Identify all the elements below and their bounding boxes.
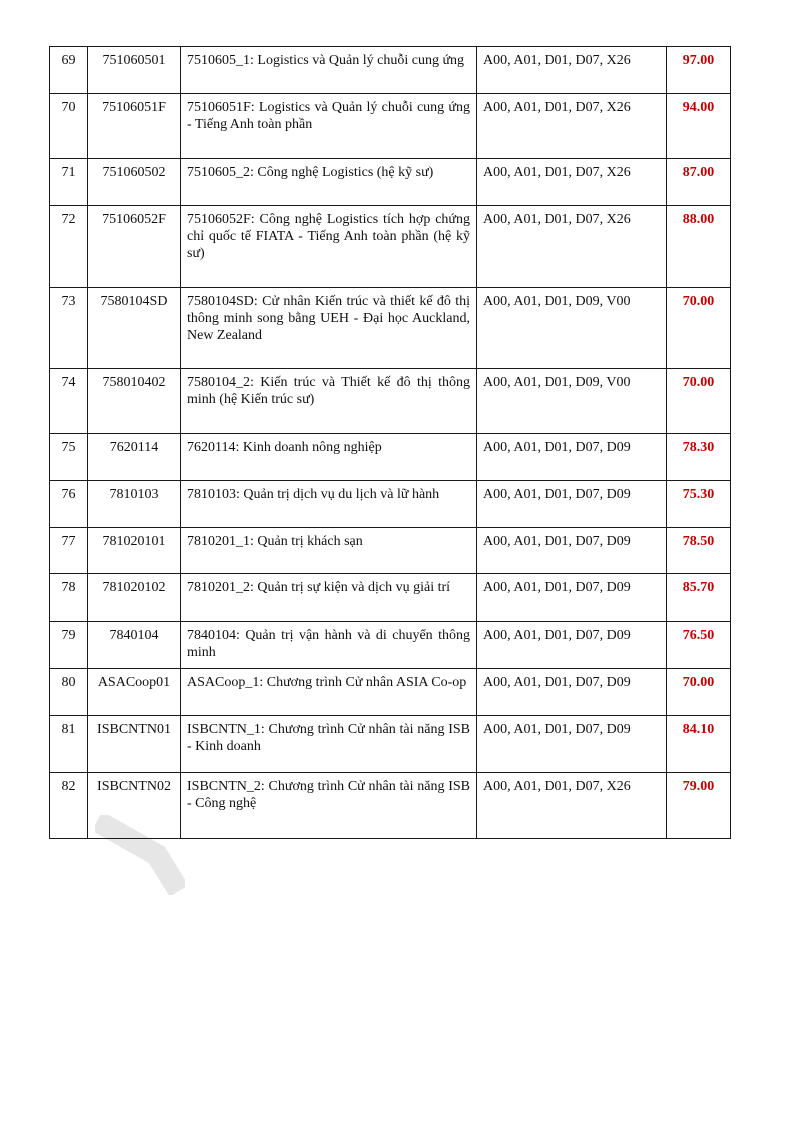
table-row <box>50 206 731 288</box>
subject-combinations: A00, A01, D01, D07, D09 <box>477 716 667 773</box>
table-row <box>50 669 731 716</box>
program-name: ISBCNTN_1: Chương trình Cử nhân tài năng ISB - Kinh doanh <box>181 716 477 773</box>
admission-score: 87.00 <box>667 159 731 206</box>
row-number: 69 <box>50 47 88 94</box>
table-row <box>50 47 731 94</box>
program-code: 781020102 <box>88 574 181 622</box>
row-number: 77 <box>50 528 88 574</box>
table-row <box>50 773 731 839</box>
subject-combinations: A00, A01, D01, D07, X26 <box>477 159 667 206</box>
subject-combinations: A00, A01, D01, D07, D09 <box>477 622 667 669</box>
table-row <box>50 434 731 481</box>
admission-score-table <box>49 46 731 839</box>
admission-score: 88.00 <box>667 206 731 288</box>
table-row <box>50 94 731 159</box>
subject-combinations: A00, A01, D01, D07, D09 <box>477 528 667 574</box>
program-name: 7510605_2: Công nghệ Logistics (hệ kỹ sư) <box>181 159 477 206</box>
program-name: ISBCNTN_2: Chương trình Cử nhân tài năng ISB - Công nghệ <box>181 773 477 839</box>
row-number: 75 <box>50 434 88 481</box>
admission-score: 70.00 <box>667 288 731 369</box>
row-number: 71 <box>50 159 88 206</box>
table-row <box>50 622 731 669</box>
program-name: 7810201_1: Quản trị khách sạn <box>181 528 477 574</box>
table-body <box>50 47 731 839</box>
row-number: 81 <box>50 716 88 773</box>
program-name: 7580104SD: Cử nhân Kiến trúc và thiết kế đô thị thông minh song bằng UEH - Đại học Auckland, New Zealand <box>181 288 477 369</box>
program-name: 7840104: Quản trị vận hành và di chuyển thông minh <box>181 622 477 669</box>
subject-combinations: A00, A01, D01, D07, D09 <box>477 481 667 528</box>
subject-combinations: A00, A01, D01, D07, X26 <box>477 773 667 839</box>
subject-combinations: A00, A01, D01, D07, X26 <box>477 206 667 288</box>
program-name: 7810201_2: Quản trị sự kiện và dịch vụ giải trí <box>181 574 477 622</box>
program-code: 7580104SD <box>88 288 181 369</box>
subject-combinations: A00, A01, D01, D07, D09 <box>477 434 667 481</box>
subject-combinations: A00, A01, D01, D07, X26 <box>477 94 667 159</box>
row-number: 74 <box>50 369 88 434</box>
admission-score: 70.00 <box>667 669 731 716</box>
admission-score: 70.00 <box>667 369 731 434</box>
row-number: 70 <box>50 94 88 159</box>
admission-score: 76.50 <box>667 622 731 669</box>
program-code: 75106052F <box>88 206 181 288</box>
table-row <box>50 481 731 528</box>
program-code: 751060501 <box>88 47 181 94</box>
admission-score: 78.30 <box>667 434 731 481</box>
admission-score: 84.10 <box>667 716 731 773</box>
program-name: 7580104_2: Kiến trúc và Thiết kế đô thị thông minh (hệ Kiến trúc sư) <box>181 369 477 434</box>
row-number: 79 <box>50 622 88 669</box>
row-number: 76 <box>50 481 88 528</box>
program-code: 758010402 <box>88 369 181 434</box>
table-row <box>50 159 731 206</box>
admission-score: 94.00 <box>667 94 731 159</box>
row-number: 73 <box>50 288 88 369</box>
row-number: 72 <box>50 206 88 288</box>
subject-combinations: A00, A01, D01, D07, X26 <box>477 47 667 94</box>
table-row <box>50 369 731 434</box>
admission-score: 78.50 <box>667 528 731 574</box>
program-code: 781020101 <box>88 528 181 574</box>
row-number: 78 <box>50 574 88 622</box>
subject-combinations: A00, A01, D01, D07, D09 <box>477 574 667 622</box>
program-name: 75106052F: Công nghệ Logistics tích hợp chứng chỉ quốc tế FIATA - Tiếng Anh toàn phần (hệ kỹ sư) <box>181 206 477 288</box>
admission-score: 85.70 <box>667 574 731 622</box>
table-row <box>50 288 731 369</box>
row-number: 82 <box>50 773 88 839</box>
program-name: 7620114: Kinh doanh nông nghiệp <box>181 434 477 481</box>
table-row <box>50 716 731 773</box>
admission-score: 97.00 <box>667 47 731 94</box>
program-code: 751060502 <box>88 159 181 206</box>
program-name: ASACoop_1: Chương trình Cử nhân ASIA Co-op <box>181 669 477 716</box>
subject-combinations: A00, A01, D01, D09, V00 <box>477 369 667 434</box>
program-code: ASACoop01 <box>88 669 181 716</box>
subject-combinations: A00, A01, D01, D09, V00 <box>477 288 667 369</box>
admission-score: 79.00 <box>667 773 731 839</box>
program-code: ISBCNTN02 <box>88 773 181 839</box>
program-code: 7840104 <box>88 622 181 669</box>
program-code: 7810103 <box>88 481 181 528</box>
table-row <box>50 574 731 622</box>
program-code: 7620114 <box>88 434 181 481</box>
admission-score: 75.30 <box>667 481 731 528</box>
subject-combinations: A00, A01, D01, D07, D09 <box>477 669 667 716</box>
program-code: ISBCNTN01 <box>88 716 181 773</box>
program-code: 75106051F <box>88 94 181 159</box>
table-row <box>50 528 731 574</box>
row-number: 80 <box>50 669 88 716</box>
program-name: 75106051F: Logistics và Quản lý chuỗi cung ứng - Tiếng Anh toàn phần <box>181 94 477 159</box>
program-name: 7810103: Quản trị dịch vụ du lịch và lữ hành <box>181 481 477 528</box>
program-name: 7510605_1: Logistics và Quản lý chuỗi cung ứng <box>181 47 477 94</box>
